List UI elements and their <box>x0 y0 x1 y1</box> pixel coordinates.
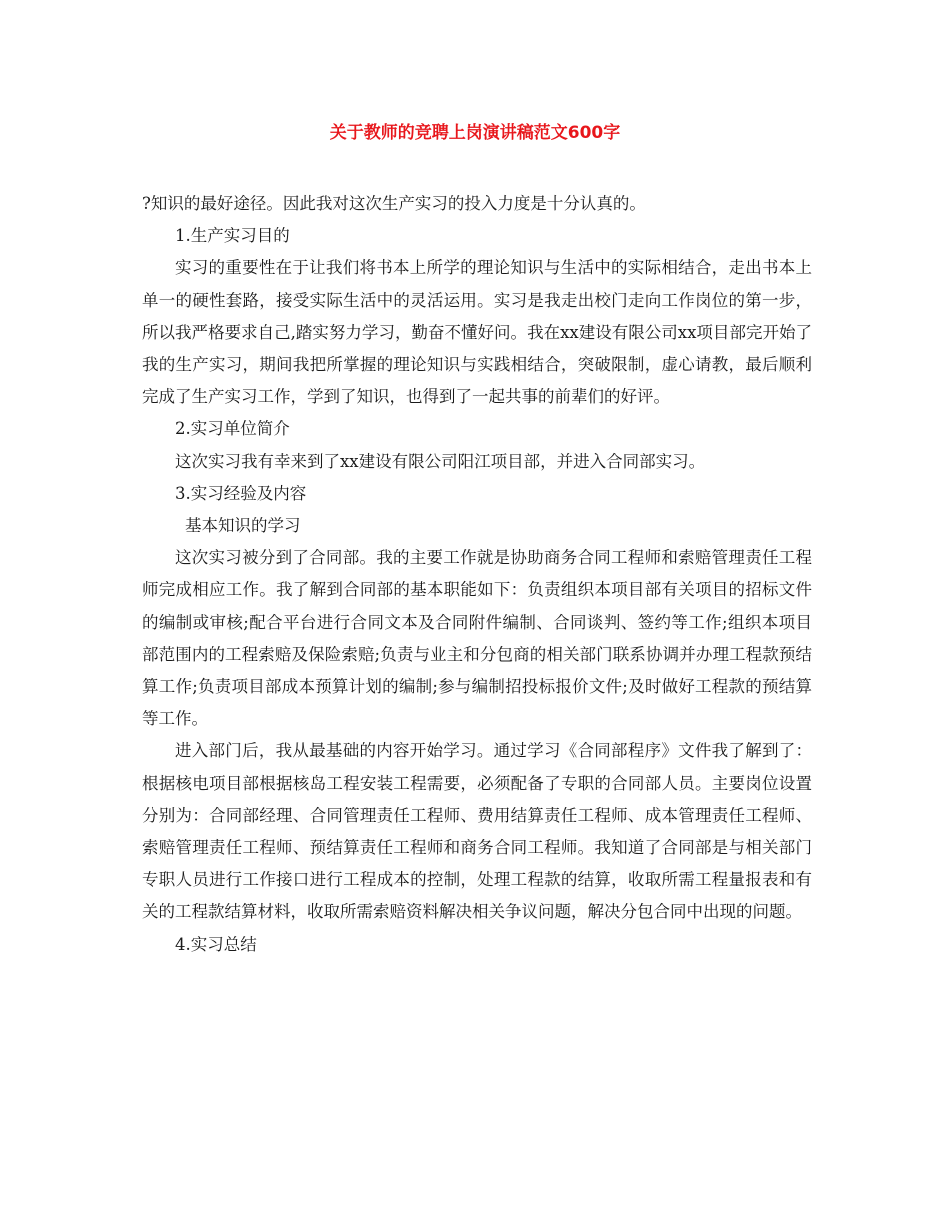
section-heading-content: 3.实习经验及内容 <box>175 483 307 503</box>
document-title: 关于教师的竞聘上岗演讲稿范文600字 <box>329 123 621 143</box>
document-body <box>142 188 812 961</box>
paragraph: 实习的重要性在于让我们将书本上所学的理论知识与生活中的实际相结合，走出书本上单一的硬性套路，接受实际生活中的灵活运用。实习是我走出校门走向工作岗位的第一步，所以我严格要求自己,踏实努力学习，勤奋不懂好问。我在xx建设有限公司xx项目部完开始了我的生产实习，期间我把所掌握的理论知识与实践相结合，突破限制，虚心请教，最后顺利完成了生产实习工作，学到了知识，也得到了一起共事的前辈们的好评。 <box>142 258 812 407</box>
subsection-heading-basics: 基本知识的学习 <box>185 516 301 536</box>
paragraph: 进入部门后，我从最基础的内容开始学习。通过学习《合同部程序》文件我了解到了：根据核电项目部根据核岛工程安装工程需要，必须配备了专职的合同部人员。主要岗位设置分别为：合同部经理、合同管理责任工程师、费用结算责任工程师、成本管理责任工程师、索赔管理责任工程师、预结算责任工程师和商务合同工程师。我知道了合同部是与相关部门专职人员进行工作接口进行工程成本的控制，处理工程款的结算，收取所需工程量报表和有关的工程款结算材料，收取所需索赔资料解决相关争议问题，解决分包合同中出现的问题。 <box>142 741 812 922</box>
section-heading-company: 2.实习单位简介 <box>175 419 290 439</box>
paragraph: 这次实习被分到了合同部。我的主要工作就是协助商务合同工程师和索赔管理责任工程师完成相应工作。我了解到合同部的基本职能如下：负责组织本项目部有关项目的招标文件的编制或审核;配合平台进行合同文本及合同附件编制、合同谈判、签约等工作;组织本项目部范围内的工程索赔及保险索赔;负责与业主和分包商的相关部门联系协调并办理工程款预结算工作;负责项目部成本预算计划的编制;参与编制招投标报价文件;及时做好工程款的预结算等工作。 <box>142 548 812 729</box>
paragraph: ?知识的最好途径。因此我对这次生产实习的投入力度是十分认真的。 <box>142 194 646 213</box>
section-heading-summary: 4.实习总结 <box>175 934 257 954</box>
section-heading-purpose: 1.生产实习目的 <box>175 226 290 246</box>
paragraph: 这次实习我有幸来到了xx建设有限公司阳江项目部，并进入合同部实习。 <box>175 451 706 471</box>
